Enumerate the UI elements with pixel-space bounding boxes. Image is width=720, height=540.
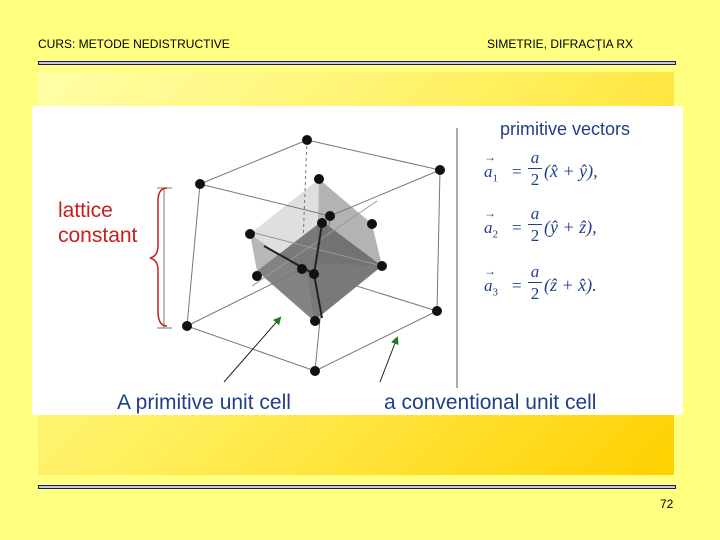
eq2-lhs: → $a_2$ <box>484 218 498 240</box>
primitive-cell-caption: A primitive unit cell <box>117 391 291 414</box>
lattice-constant-label <box>58 198 137 248</box>
lattice-label-line2: constant <box>58 224 138 247</box>
eq3-rhs: (ẑ + x̂). <box>544 275 597 295</box>
equation-a2: → $a_2$ = a 2 (ŷ + ẑ), <box>484 204 644 250</box>
eq3-lhs: → $a_3$ <box>484 276 498 298</box>
eq2-rhs: (ŷ + ẑ), <box>544 217 597 237</box>
equation-a1: → $a_1$ = a 2 (x̂ + ŷ), <box>484 148 644 194</box>
eq3-fraction: a 2 <box>528 262 542 303</box>
header-course-title: CURS: METODE NEDISTRUCTIVE <box>38 37 230 51</box>
eq2-fraction: a 2 <box>528 204 542 245</box>
eq1-fraction: a 2 <box>528 148 542 189</box>
top-divider <box>38 61 676 65</box>
conventional-cell-caption: a conventional unit cell <box>384 391 597 414</box>
equation-a3: → $a_3$ = a 2 (ẑ + x̂). <box>484 262 644 308</box>
bottom-divider <box>38 485 676 489</box>
eq1-lhs: → $a_1$ <box>484 162 498 184</box>
eq1-rhs: (x̂ + ŷ), <box>544 161 598 181</box>
header-topic-title: SIMETRIE, DIFRACŢIA RX <box>487 37 634 51</box>
lattice-label-line1: lattice <box>58 199 113 222</box>
page-number: 72 <box>660 497 674 511</box>
primitive-vectors-title: primitive vectors <box>500 119 631 139</box>
